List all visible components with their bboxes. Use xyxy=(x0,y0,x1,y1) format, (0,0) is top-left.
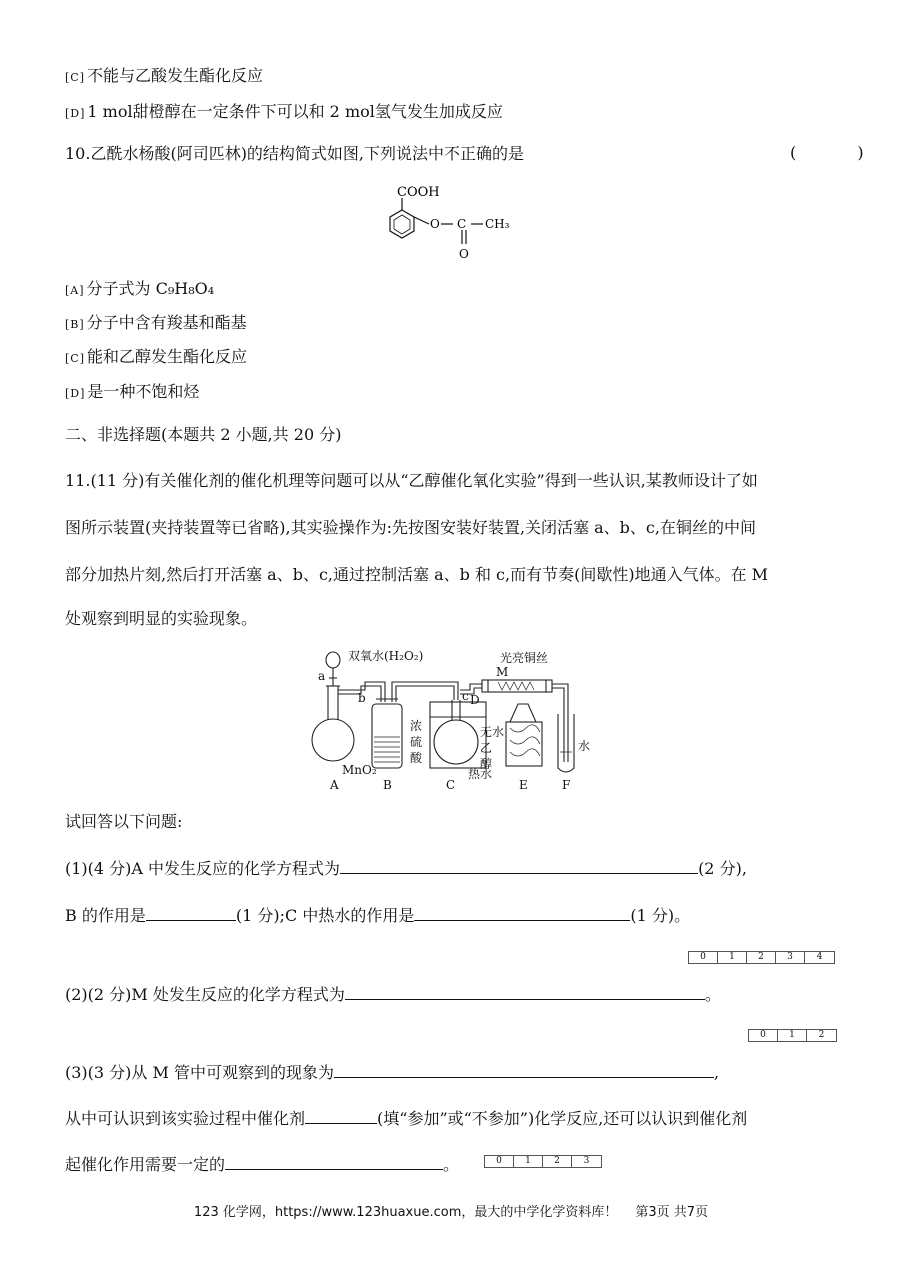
copper-wire-label: 光亮铜丝 xyxy=(500,651,549,665)
answer-blank-1a[interactable] xyxy=(340,858,698,874)
acid-label-1: 浓 xyxy=(410,719,423,733)
q9-option-d xyxy=(65,101,503,125)
label-d: D xyxy=(470,693,480,707)
answer-blank-1b[interactable] xyxy=(146,905,236,921)
score-cell[interactable]: 0 xyxy=(689,952,718,963)
part1-score-c: (1 分)。 xyxy=(630,906,691,925)
part2-end: 。 xyxy=(704,985,721,1004)
q11-line-2: 图所示装置(夹持装置等已省略),其实验操作为:先按图安装好装置,关闭活塞 a、b、c,在铜丝的中间 xyxy=(65,518,756,537)
q10-option-b xyxy=(65,312,247,336)
part3-b-prompt: 从中可认识到该实验过程中催化剂 xyxy=(65,1109,306,1128)
section-title: 二、非选择题(本题共 2 小题,共 20 分) xyxy=(65,425,342,444)
hot-water-label: 热水 xyxy=(468,767,493,781)
option-text: 1 mol甜橙醇在一定条件下可以和 2 mol氢气发生加成反应 xyxy=(87,102,503,121)
ethanol-label-3: 醇 xyxy=(480,757,493,771)
part3-b-mid: (填“参加”或“不参加”)化学反应,还可以认识到催化剂 xyxy=(377,1109,748,1128)
part1-b-prompt: B 的作用是 xyxy=(65,906,146,925)
q11-line-1: 11.(11 分)有关催化剂的催化机理等问题可以从“乙醇催化氧化实验”得到一些认识,某教师设计了如 xyxy=(65,471,758,490)
part3-end: , xyxy=(713,1063,720,1082)
valve-a-label: a xyxy=(318,669,326,683)
label-a: A xyxy=(330,778,339,792)
score-box-2 xyxy=(748,1029,837,1042)
ester-o-label: O xyxy=(430,217,440,231)
carbon-label: C xyxy=(457,217,467,231)
option-tag: [C] xyxy=(65,71,85,84)
part2-line xyxy=(65,984,721,1006)
part2-prompt: (2)(2 分)M 处发生反应的化学方程式为 xyxy=(65,985,345,1004)
aspirin-structure xyxy=(375,180,525,265)
part3-prompt: (3)(3 分)从 M 管中可观察到的现象为 xyxy=(65,1063,334,1082)
score-cell[interactable]: 2 xyxy=(543,1156,572,1167)
score-box-3 xyxy=(484,1155,602,1168)
part1-prompt: (1)(4 分)A 中发生反应的化学方程式为 xyxy=(65,859,341,878)
score-cell[interactable]: 4 xyxy=(816,952,823,962)
score-cell[interactable]: 1 xyxy=(718,952,747,963)
water-label: 水 xyxy=(578,739,591,753)
part3-c-end: 。 xyxy=(443,1155,460,1174)
score-cell[interactable]: 3 xyxy=(776,952,805,963)
methyl-label: CH₃ xyxy=(485,217,510,231)
score-cell[interactable]: 0 xyxy=(749,1030,778,1041)
carbonyl-o-label: O xyxy=(459,247,469,261)
option-tag: [B] xyxy=(65,318,85,331)
part3-line-c xyxy=(65,1154,459,1176)
score-cell[interactable]: 0 xyxy=(485,1156,514,1167)
part3-line-a xyxy=(65,1062,719,1084)
answer-blank-3b[interactable] xyxy=(305,1108,377,1124)
option-text: 分子中含有羧基和酯基 xyxy=(86,313,247,332)
part1-score-a: (2 分), xyxy=(698,859,747,878)
option-tag: [D] xyxy=(65,107,86,120)
q9-option-c xyxy=(65,65,263,89)
ethanol-label-2: 乙 xyxy=(480,741,493,755)
score-cell[interactable]: 2 xyxy=(747,952,776,963)
valve-b-label: b xyxy=(358,691,366,705)
apparatus-diagram xyxy=(310,642,610,792)
footer-page-number: 第3页 共7页 xyxy=(635,1205,709,1220)
page-footer xyxy=(0,1201,902,1220)
label-m: M xyxy=(496,665,509,679)
part3-line-b xyxy=(65,1108,747,1130)
acid-label-3: 酸 xyxy=(410,751,423,765)
part3-c-prompt: 起催化作用需要一定的 xyxy=(65,1155,226,1174)
answer-intro: 试回答以下问题: xyxy=(65,812,183,831)
option-tag: [A] xyxy=(65,284,85,297)
part1-score-b: (1 分);C 中热水的作用是 xyxy=(235,906,415,925)
q10-stem: 10.乙酰水杨酸(阿司匹林)的结构简式如图,下列说法中不正确的是 xyxy=(65,144,525,163)
footer-site: 123 化学网，https://www.123huaxue.com，最大的中学化学资料库！ xyxy=(193,1205,618,1220)
answer-blank-1c[interactable] xyxy=(414,905,630,921)
h2o2-label: 双氧水(H₂O₂) xyxy=(348,649,424,663)
option-text: 能和乙醇发生酯化反应 xyxy=(87,347,248,366)
score-cell[interactable]: 1 xyxy=(514,1156,543,1167)
score-cell[interactable]: 3 xyxy=(583,1156,590,1166)
label-b: B xyxy=(383,778,392,792)
option-tag: [D] xyxy=(65,387,86,400)
score-box-1 xyxy=(688,951,835,964)
q11-line-4: 处观察到明显的实验现象。 xyxy=(65,609,258,628)
label-e: E xyxy=(519,778,528,792)
label-c: C xyxy=(446,778,456,792)
mno2-label: MnO₂ xyxy=(342,763,377,777)
option-text: 不能与乙酸发生酯化反应 xyxy=(87,66,264,85)
label-f: F xyxy=(562,778,571,792)
score-cell[interactable]: 1 xyxy=(778,1030,807,1041)
cooh-label: COOH xyxy=(397,185,440,200)
part1-line-a xyxy=(65,858,747,880)
option-text: 是一种不饱和烃 xyxy=(87,382,200,401)
ethanol-label-1: 无水 xyxy=(480,725,505,739)
q11-line-3: 部分加热片刻,然后打开活塞 a、b、c,通过控制活塞 a、b 和 c,而有节奏(间歇性)地通入气体。在 M xyxy=(65,565,769,584)
answer-blank-2[interactable] xyxy=(345,984,705,1000)
valve-c-label: c xyxy=(462,689,469,703)
acid-label-2: 硫 xyxy=(410,735,423,749)
option-tag: [C] xyxy=(65,352,85,365)
option-text: 分子式为 C₉H₈O₄ xyxy=(86,279,215,298)
part1-line-b xyxy=(65,905,690,927)
q10-option-c xyxy=(65,346,247,370)
answer-blank-3a[interactable] xyxy=(334,1062,714,1078)
answer-blank-3c[interactable] xyxy=(225,1154,443,1170)
score-cell[interactable]: 2 xyxy=(818,1030,825,1040)
answer-paren: ( ) xyxy=(790,143,892,162)
q10-option-a xyxy=(65,278,214,302)
q10-option-d xyxy=(65,381,199,405)
